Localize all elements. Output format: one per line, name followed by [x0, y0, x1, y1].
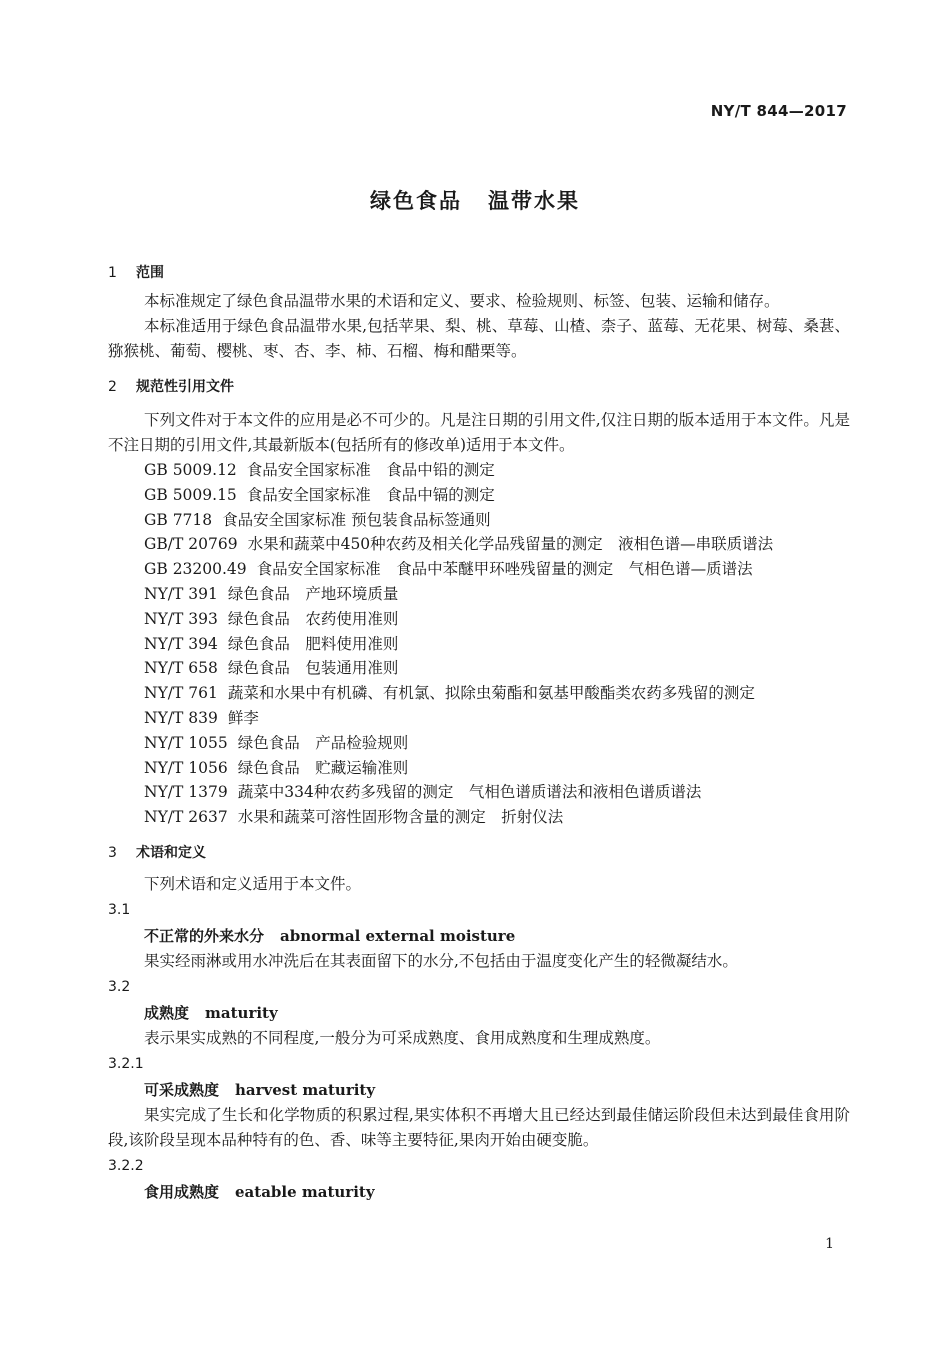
clause-number: 3.1: [108, 901, 131, 918]
document-body: [108, 256, 850, 1205]
page-number: 1: [825, 1236, 834, 1252]
term-heading: [108, 923, 850, 949]
section-title: 范围: [136, 265, 164, 281]
reference-item: [108, 706, 850, 731]
reference-code: NY/T 391: [144, 584, 218, 603]
term-heading: [108, 1000, 850, 1026]
reference-item: [108, 458, 850, 483]
reference-code: NY/T 761: [144, 684, 218, 703]
reference-code: NY/T 658: [144, 659, 218, 678]
reference-item: [108, 582, 850, 607]
reference-title: 绿色食品 包装通用准则: [227, 659, 399, 678]
reference-title: 水果和蔬菜中450种农药及相关化学品残留量的测定 液相色谱—串联质谱法: [247, 535, 774, 554]
reference-code: NY/T 2637: [144, 808, 228, 827]
term-definition: 果实完成了生长和化学物质的积累过程,果实体积不再增大且已经达到最佳储运阶段但未达到最佳食用阶段,该阶段呈现本品种特有的色、香、味等主要特征,果肉开始由硬变脆。: [108, 1105, 850, 1149]
term-heading: [108, 1179, 850, 1205]
section-title: 术语和定义: [136, 844, 206, 861]
reference-code: GB 5009.12: [144, 461, 237, 479]
reference-item: [108, 557, 850, 582]
reference-item: [108, 756, 850, 781]
reference-title: 食品安全国家标准 食品中铅的测定: [246, 461, 495, 479]
term-zh: 不正常的外来水分: [144, 926, 265, 945]
reference-item: [108, 532, 850, 557]
paragraph: 下列术语和定义适用于本文件。: [144, 874, 362, 893]
reference-code: NY/T 393: [144, 609, 218, 628]
reference-item: [108, 607, 850, 632]
clause-number: 3.2: [108, 978, 131, 995]
reference-title: 食品安全国家标准 预包装食品标签通则: [222, 510, 491, 529]
standard-code: NY/T 844—2017: [710, 102, 847, 120]
reference-title: 食品安全国家标准 食品中镉的测定: [246, 485, 495, 504]
reference-code: GB 23200.49: [144, 560, 247, 579]
reference-title: 绿色食品 产品检验规则: [237, 733, 409, 752]
clause-number: 3.2.1: [108, 1055, 144, 1072]
paragraph: 本标准适用于绿色食品温带水果,包括苹果、梨、桃、草莓、山楂、柰子、蓝莓、无花果、树莓、桑葚、猕猴桃、葡萄、樱桃、枣、杏、李、柿、石榴、梅和醋栗等。: [108, 317, 850, 360]
section-1-heading: [108, 260, 850, 286]
reference-item: [108, 681, 850, 706]
reference-title: 绿色食品 农药使用准则: [227, 609, 399, 628]
term-en: abnormal external moisture: [280, 926, 516, 945]
reference-item: [108, 780, 850, 805]
reference-code: NY/T 1056: [144, 758, 228, 777]
title-part-2: 温带水果: [488, 189, 580, 213]
reference-code: GB 5009.15: [144, 485, 237, 504]
reference-title: 绿色食品 产地环境质量: [227, 584, 399, 603]
reference-title: 蔬菜和水果中有机磷、有机氯、拟除虫菊酯和氨基甲酸酯类农药多残留的测定: [227, 684, 755, 703]
reference-title: 绿色食品 贮藏运输准则: [237, 758, 409, 777]
section-3-heading: [108, 840, 850, 866]
reference-code: GB/T 20769: [144, 535, 238, 554]
reference-code: NY/T 1055: [144, 733, 228, 752]
term-zh: 成熟度: [144, 1003, 190, 1022]
reference-title: 绿色食品 肥料使用准则: [227, 634, 399, 653]
section-number: 3: [108, 844, 117, 861]
reference-title: 水果和蔬菜可溶性固形物含量的测定 折射仪法: [237, 808, 564, 827]
reference-item: [108, 508, 850, 533]
term-definition: 果实经雨淋或用水冲洗后在其表面留下的水分,不包括由于温度变化产生的轻微凝结水。: [144, 951, 738, 970]
reference-title: 蔬菜中334种农药多残留的测定 气相色谱质谱法和液相色谱质谱法: [237, 783, 702, 802]
document-title: [0, 185, 950, 215]
term-heading: [108, 1077, 850, 1103]
reference-title: 食品安全国家标准 食品中苯醚甲环唑残留量的测定 气相色谱—质谱法: [256, 560, 753, 579]
reference-item: [108, 632, 850, 657]
term-en: maturity: [205, 1003, 278, 1022]
term-zh: 食用成熟度: [144, 1182, 220, 1201]
paragraph: 本标准规定了绿色食品温带水果的术语和定义、要求、检验规则、标签、包装、运输和储存。: [144, 292, 780, 310]
reference-item: [108, 731, 850, 756]
section-title: 规范性引用文件: [136, 379, 234, 395]
reference-code: NY/T 839: [144, 708, 218, 727]
reference-title: 鲜李: [227, 708, 259, 727]
reference-code: GB 7718: [144, 510, 213, 529]
clause-number: 3.2.2: [108, 1157, 144, 1174]
term-en: harvest maturity: [235, 1080, 376, 1099]
reference-item: [108, 656, 850, 681]
term-en: eatable maturity: [235, 1182, 375, 1201]
reference-code: NY/T 1379: [144, 783, 228, 802]
section-number: 1: [108, 265, 117, 281]
term-zh: 可采成熟度: [144, 1080, 220, 1099]
reference-item: [108, 805, 850, 830]
section-2-heading: [108, 374, 850, 400]
term-definition: 表示果实成熟的不同程度,一般分为可采成熟度、食用成熟度和生理成熟度。: [144, 1028, 661, 1047]
title-part-1: 绿色食品: [370, 189, 462, 213]
paragraph: 下列文件对于本文件的应用是必不可少的。凡是注日期的引用文件,仅注日期的版本适用于本文件。凡是不注日期的引用文件,其最新版本(包括所有的修改单)适用于本文件。: [108, 411, 850, 454]
reference-list: [108, 458, 850, 830]
reference-item: [108, 483, 850, 508]
reference-code: NY/T 394: [144, 634, 218, 653]
section-number: 2: [108, 379, 117, 395]
